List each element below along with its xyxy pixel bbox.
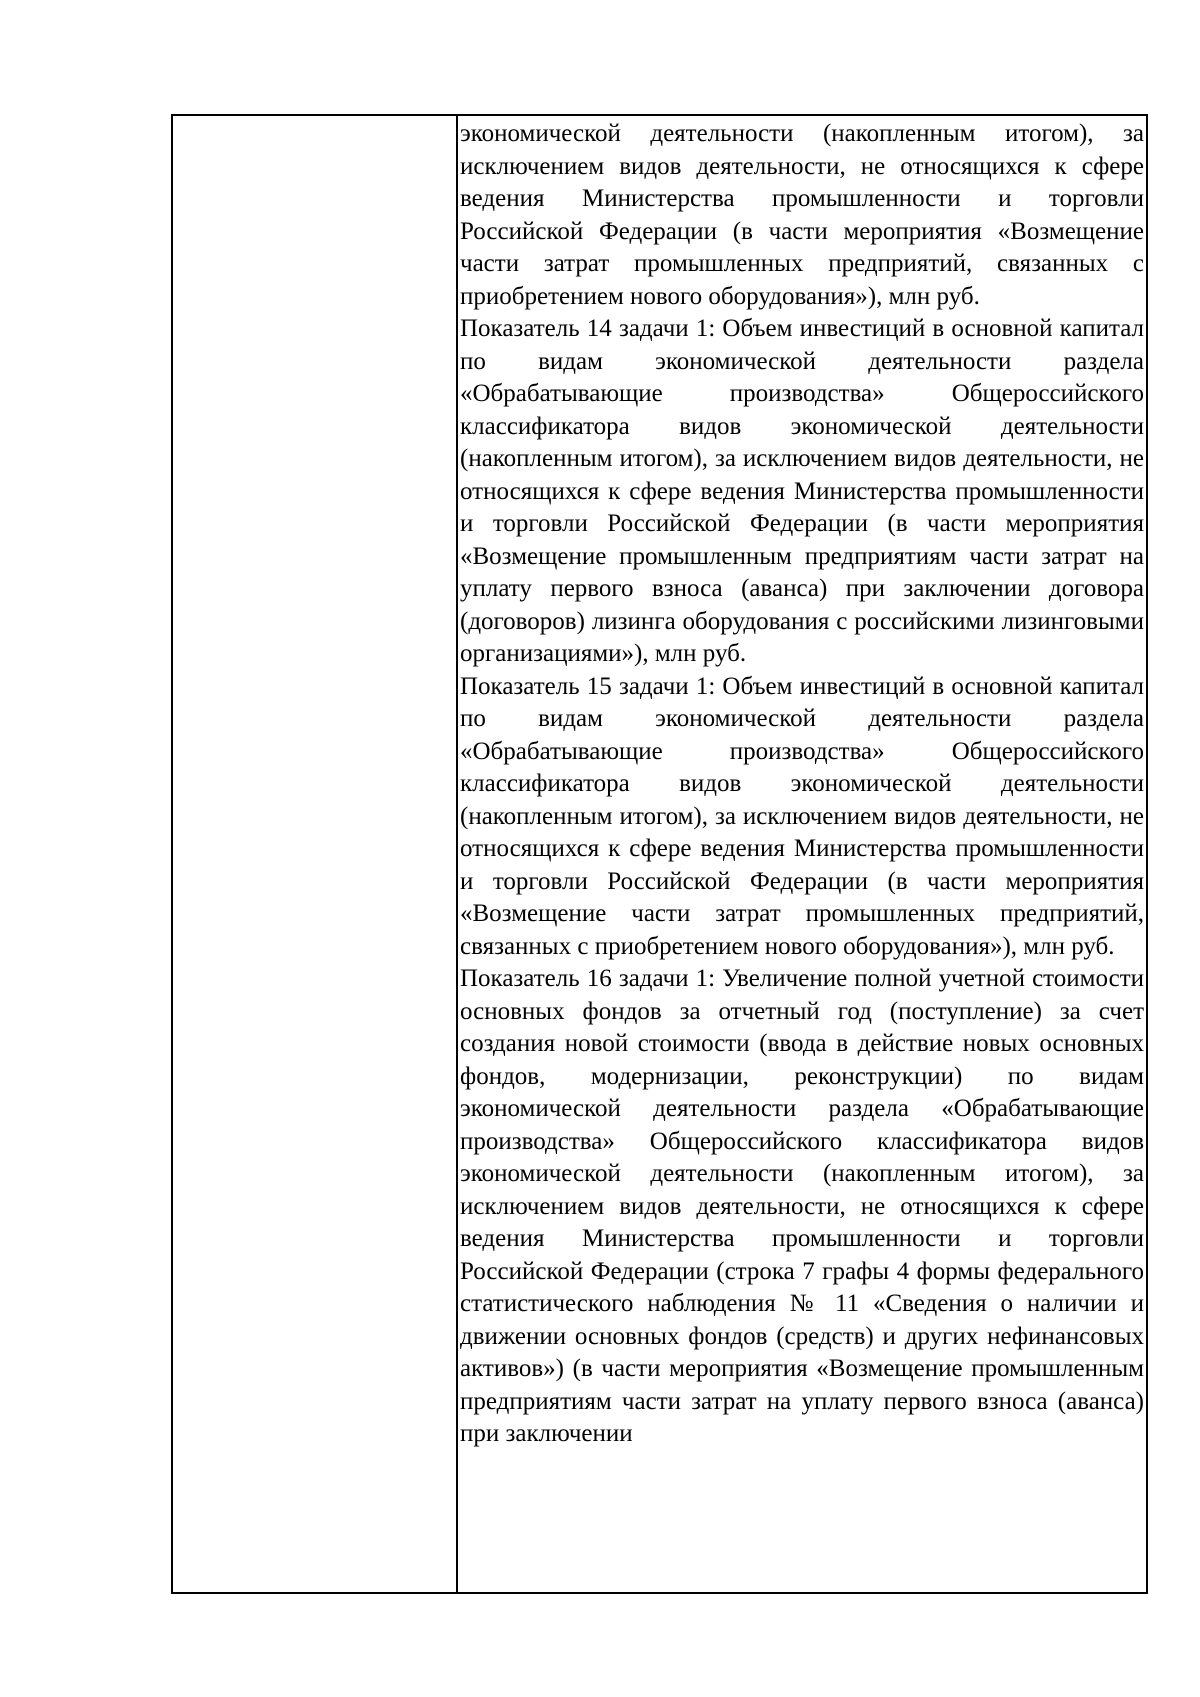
document-table [171, 114, 1148, 1594]
paragraph-indicator-15: Показатель 15 задачи 1: Объем инвестиций в основной капитал по видам экономической деятельности раздела «Обрабатывающие производства» Общероссийского классификатора видов экономической деятельности (накопленным итогом), за исключением видов деятельности, не относящихся к сфере ведения Министерства промышленности и торговли Российской Федерации (в части мероприятия «Возмещение части затрат промышленных предприятий, связанных с приобретением нового оборудования»), млн руб. [460, 672, 1144, 960]
left-column-cell [173, 116, 458, 1592]
paragraph-continuation: экономической деятельности (накопленным итогом), за исключением видов деятельности, не относящихся к сфере ведения Министерства промышленности и торговли Российской Федерации (в части мероприятия «Возмещение части затрат промышленных предприятий, связанных с приобретением нового оборудования»), млн руб. [460, 120, 1144, 310]
right-column-cell [458, 116, 1146, 1592]
paragraph-indicator-14: Показатель 14 задачи 1: Объем инвестиций в основной капитал по видам экономической деятельности раздела «Обрабатывающие производства» Общероссийского классификатора видов экономической деятельности (накопленным итогом), за исключением видов деятельности, не относящихся к сфере ведения Министерства промышленности и торговли Российской Федерации (в части мероприятия «Возмещение промышленным предприятиям части затрат на уплату первого взноса (аванса) при заключении договора (договоров) лизинга оборудования с российскими лизинговыми организациями»), млн руб. [460, 315, 1144, 667]
paragraph-indicator-16: Показатель 16 задачи 1: Увеличение полной учетной стоимости основных фондов за отчетный год (поступление) за счет создания новой стоимости (ввода в действие новых основных фондов, модернизации, реконструкции) по видам экономической деятельности раздела «Обрабатывающие производства» Общероссийского классификатора видов экономической деятельности (накопленным итогом), за исключением видов деятельности, не относящихся к сфере ведения Министерства промышленности и торговли Российской Федерации (строка 7 графы 4 формы федерального статистического наблюдения № 11 «Сведения о наличии и движении основных фондов (средств) и других нефинансовых активов») (в части мероприятия «Возмещение промышленным предприятиям части затрат на уплату первого взноса (аванса) при заключении [460, 965, 1144, 1447]
